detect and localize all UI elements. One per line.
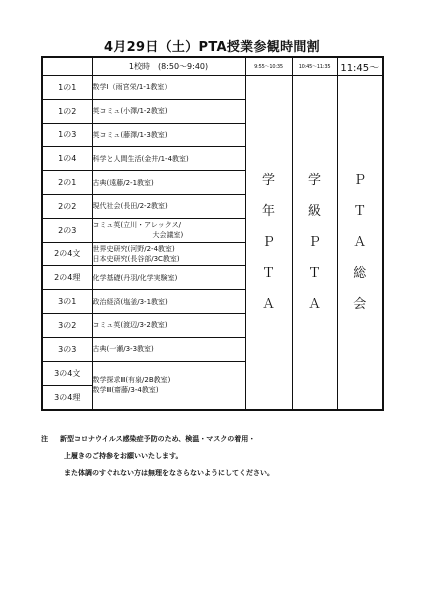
- subject-line: 数学探求Ⅲ(有泉/2B教室): [92, 376, 171, 385]
- subject-line: 世界史研究(河野/2-4教室): [92, 244, 175, 253]
- subject: 古典(遠藤/2-1教室): [92, 171, 245, 195]
- subject: 古典(一瀬/3-3教室): [92, 337, 245, 361]
- vertical-char: 級: [307, 203, 321, 219]
- grade-pta-column: [245, 76, 292, 410]
- subject-line: 日本史研究(長谷部/3C教室): [92, 254, 180, 263]
- class-name: 2の4理: [42, 266, 92, 290]
- subject-line: 大会議室): [152, 231, 184, 240]
- note-body: [60, 431, 274, 482]
- class-name: 1の1: [42, 76, 92, 100]
- vertical-char: 学: [261, 172, 275, 188]
- note-line: 新型コロナウイルス感染症予防のため、検温・マスクの着用・: [60, 435, 256, 443]
- header-row: [42, 57, 383, 76]
- header-time4: 11:45～: [337, 57, 383, 76]
- subject: 化学基礎(丹羽/化学実験室): [92, 266, 245, 290]
- class-pta-column: [292, 76, 337, 410]
- note-line: 上履きのご持参をお願いいたします。: [64, 452, 183, 460]
- class-name: 3の1: [42, 290, 92, 314]
- vertical-char: Ｐ: [261, 234, 275, 250]
- vertical-char: 年: [261, 203, 275, 219]
- subject: 科学と人間生活(金井/1-4教室): [92, 147, 245, 171]
- class-name: 2の2: [42, 194, 92, 218]
- vertical-char: 会: [353, 296, 367, 312]
- vertical-char: Ｔ: [353, 203, 367, 219]
- subject: 英コミュ(藤澤/1-3教室): [92, 123, 245, 147]
- pta-general-meeting-column: [337, 76, 383, 410]
- class-name: 1の3: [42, 123, 92, 147]
- note-line: また体調のすぐれない方は無理をなさらないようにしてください。: [64, 469, 274, 477]
- vertical-char: Ａ: [261, 296, 275, 312]
- subject: [92, 218, 245, 242]
- class-name: 3の3: [42, 337, 92, 361]
- header-class-col: [42, 57, 92, 76]
- subject: [92, 242, 245, 266]
- vertical-char: Ｐ: [307, 234, 321, 250]
- class-name-pair: [42, 361, 92, 410]
- subject-line: コミュ英(立川・アレックス/: [92, 221, 182, 230]
- class-name: 3の2: [42, 313, 92, 337]
- class-name: 2の3: [42, 218, 92, 242]
- vertical-char: 総: [353, 265, 367, 281]
- subject: [92, 361, 245, 410]
- vertical-char: Ａ: [307, 296, 321, 312]
- header-time2: 9:55～10:35: [245, 57, 292, 76]
- header-period1: 1校時 (8:50～9:40): [92, 57, 245, 76]
- class-name: 2の4文: [42, 242, 92, 266]
- vertical-char: Ｔ: [261, 265, 275, 281]
- vertical-char: Ａ: [353, 234, 367, 250]
- subject: 数学Ⅰ（雨宮栄/1-1教室）: [92, 76, 245, 100]
- vertical-char: Ｐ: [353, 172, 367, 188]
- header-time3: 10:45～11:35: [292, 57, 337, 76]
- note-mark: 注: [41, 435, 48, 443]
- subject: 政治経済(塩釜/3-1教室): [92, 290, 245, 314]
- class-name: 2の1: [42, 171, 92, 195]
- subject: 現代社会(長田/2-2教室): [92, 194, 245, 218]
- schedule-table: [41, 56, 384, 411]
- vertical-char: Ｔ: [307, 265, 321, 281]
- subject-line: 数学Ⅲ(齋藤/3-4教室): [92, 386, 159, 395]
- class-name: 3の4文: [43, 362, 92, 386]
- class-name: 3の4理: [54, 392, 81, 402]
- class-name: 1の2: [42, 99, 92, 123]
- class-name: 1の4: [42, 147, 92, 171]
- vertical-char: 学: [307, 172, 321, 188]
- table-row: [42, 76, 383, 100]
- subject: コミュ英(渡辺/3-2教室): [92, 313, 245, 337]
- subject: 英コミュ(小澤/1-2教室): [92, 99, 245, 123]
- page-title: 4月29日（土）PTA授業参観時間割: [104, 40, 320, 55]
